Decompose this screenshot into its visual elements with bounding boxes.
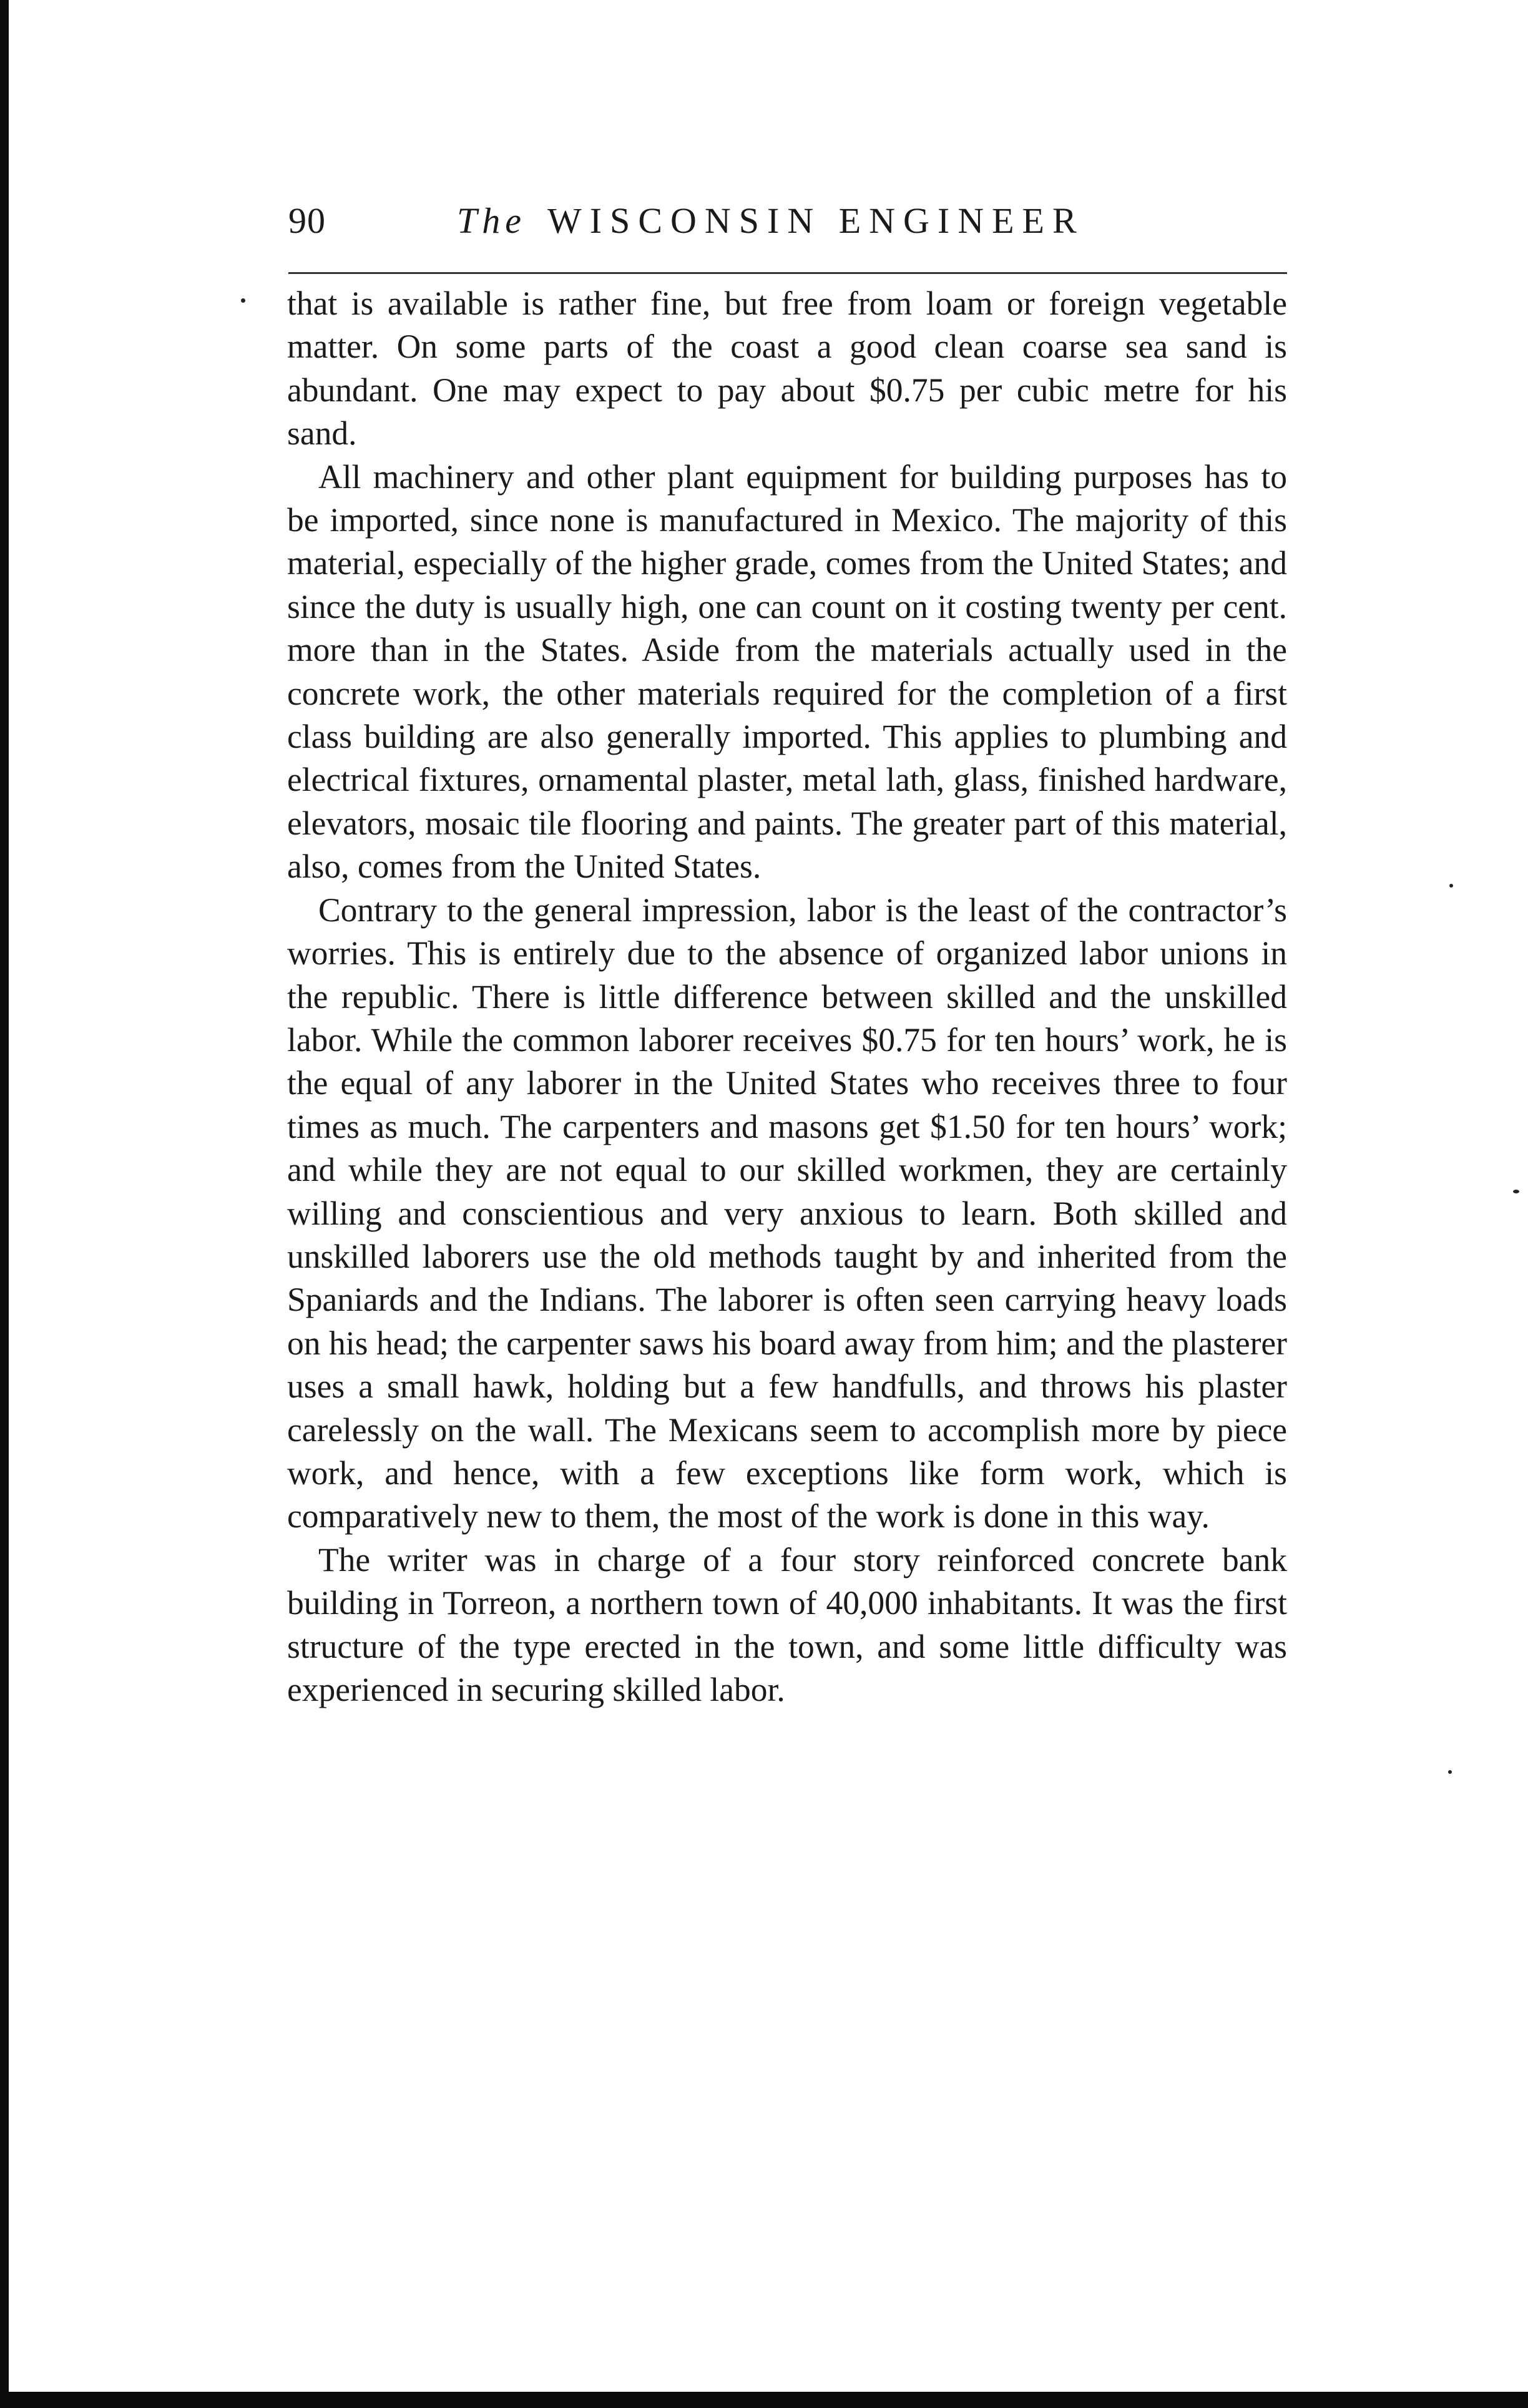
article-body (287, 282, 1287, 1711)
scan-bottom-edge (0, 2392, 1528, 2408)
running-header (288, 197, 1287, 260)
scan-speck (241, 298, 245, 303)
page-number: 90 (288, 200, 326, 241)
journal-title (457, 200, 1085, 242)
paragraph-torreon: The writer was in charge of a four story reinforced concrete bank building in Torreon, a northern town of 40,000 inhabitants. It was the first structure of the type erected in the town, and some little difficulty was experienced in securing skilled labor. (287, 1540, 1287, 1708)
journal-title-article: The (457, 200, 526, 241)
paragraph-continued: that is available is rather fine, but free from loam or foreign vegetable matter. On some parts of the coast a good clean coarse sea sand is abundant. One may expect to pay about $0.75 per cubic metre for his sand. (287, 285, 1287, 453)
scan-speck (1448, 1770, 1452, 1774)
scan-speck (1513, 1190, 1519, 1193)
header-rule (288, 272, 1287, 274)
scan-left-edge (0, 0, 9, 2408)
scan-speck (1449, 884, 1453, 888)
paragraph-labor: Contrary to the general impression, labor is the least of the contractor’s worries. This is entirely due to the absence of organized labor unions in the republic. There is little difference between skilled and the unskilled labor. While the common laborer receives $0.75 for ten hours’ work, he is the equal of any laborer in the United States who receives three to four times as much. The carpenters and masons get $1.50 for ten hours’ work; and while they are not equal to our skilled workmen, they are certainly willing and conscientious and very anxious to learn. Both skilled and unskilled laborers use the old methods taught by and inherited from the Spaniards and the Indians. The laborer is often seen carrying heavy loads on his head; the carpenter saws his board away from him; and the plasterer uses a small hawk, holding but a few handfulls, and throws his plaster carelessly on the wall. The Mexicans seem to accomplish more by piece work, and hence, with a few exceptions like form work, which is comparatively new to them, the most of the work is done in this way. (287, 891, 1287, 1535)
journal-title-name: WISCONSIN ENGINEER (547, 200, 1085, 241)
paragraph-machinery: All machinery and other plant equipment for building purposes has to be imported, since none is manufactured in Mexico. The majority of this material, especially of the higher grade, comes from the United States; and since the duty is usually high, one can count on it costing twenty per cent. more than in the States. Aside from the materials actually used in the concrete work, the other materials required for the completion of a first class building are also generally imported. This applies to plumbing and electrical fixtures, ornamental plaster, metal lath, glass, finished hardware, elevators, mosaic tile flooring and paints. The greater part of this material, also, comes from the United States. (287, 458, 1287, 886)
